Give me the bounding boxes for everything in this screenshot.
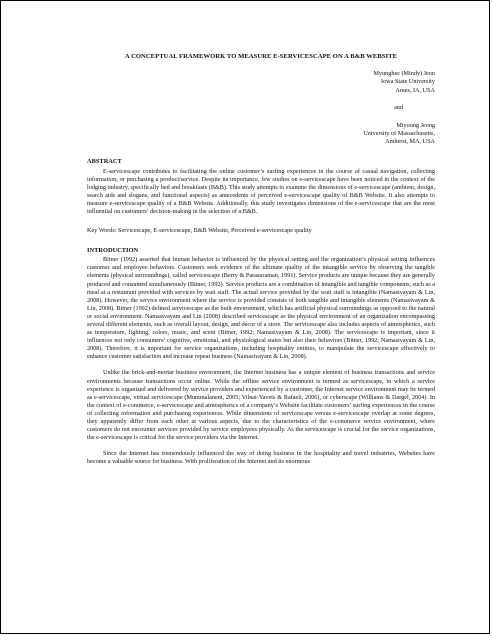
author-affiliation: Iowa State University [381, 78, 435, 86]
intro-paragraph: Bitner (1992) asserted that human behavior is influenced by the physical setting and the organization’s physical setting influences customer and employee behaviors. Customers seek evidence of the ultimate quality of the intangible service by observing the tangible elements (physical surroundings), called servicescape (Berry & Parasuraman, 1991). Service products are unique because they are generally produced and consumed simultaneously (Bitner, 1992). Service products are a combination of intangible and tangible components, such as a meal at a restaurant provided with services by wait staff. The actual service provided by the wait staff is intangible (Namasivayam & Lin, 2008). However, the service environment where the service is provided consists of both tangible and intangible elements (Namasivayam & Lin, 2008). Bitner (1992) defined servicescape as the built environment, which has artificial physical surroundings as opposed to the natural or social environment. Namasivayam and Lin (2008) described servicescape as the physical environment of an organization encompassing several different elements, such as overall layout, design, and décor of a store. The servicescape also includes aspects of atmospherics, such as temperature, lighting, colors, music, and scent (Bitner, 1992; Namasivayam & Lin, 2008). The servicescape is important, since it influences not only consumers’ cognitive, emotional, and physiological states but also their behaviors (Bitner, 1992; Namasivayam & Lin, 2008). Therefore, it is important for service organizations, including hospitality entities, to manipulate the servicescape effectively to enhance customer satisfaction and increase repeat business (Namasivayam & Lin, 2008). [87, 256, 435, 361]
author-location: Ames, IA, USA [395, 86, 435, 94]
author-conjunction: and [394, 103, 403, 111]
author-location: Amherst, MA, USA [385, 138, 435, 146]
author-affiliation: University of Massachusetts, [363, 130, 435, 137]
keywords-line: Key Words: Servicescape, E-servicescape, B&B Website, Perceived e-servicescape quality [87, 227, 312, 235]
author-name: Myunghee (Mindy) Jeon [373, 70, 435, 78]
intro-paragraph: Since the Internet has tremendously influenced the way of doing business in the hospitality and travel industries, Websites have become a valuable source for business. With proliferation of the Internet and its enormous [87, 450, 435, 466]
abstract-heading: ABSTRACT [87, 158, 122, 166]
introduction-heading: INTRODUCTION [87, 247, 139, 255]
author-block-2 [87, 122, 435, 147]
paragraph-gap [87, 442, 435, 450]
intro-paragraph: Unlike the brick-and-mortar business environment, the Internet business has a unique element of business transactions and service environments because transactions occur online. While the offline service environment is termed as servicescape, in which a service experience is organized and delivered by service providers and experienced by a customer, the Internet service environment may be termed as e-servicescape, virtual servicescape (Mummalaneni, 2005; Vilnai-Yavets & Rafaeli, 2006), or cyberscape (Williams & Dargel, 2004). In the context of e-commerce, e-servicescape and atmospherics of a company’s Website facilitate customers’ surfing experiences in the course of collecting information and purchasing experiences. While dimensions of servicescape versus e-servicescape overlap at some degrees, they apparently differ from each other at various aspects, due to the characteristics of the e-commerce service environment, where customers do not encounter services provided by service employees physically. As the servicescape is crucial for the service organizations, the e-servicescape is critical for the service providers via the Internet. [87, 369, 435, 442]
author-name: Miyoung Jeong [396, 121, 435, 129]
abstract-text: E-servicescape contributes to facilitating the online customer’s surfing experiences in the course of casual navigation, collecting information, or purchasing a product/service. Despite its importance, few studies on e-servicescape have been noticed in the context of the lodging industry, specifically bed and breakfasts (B&B). This study attempts to examine the dimensions of e-servicescape (ambient, design, search aids and slogans, and functional aspects) as antecedents of perceived e-servicescape quality of B&B Website. It also attempts to measure e-servicescape quality of a B&B Website. Additionally, this study investigates dimensions of the e-servicescape that are the most influential on customers’ decision-making in the selection of a B&B. [87, 167, 435, 215]
author-block-1 [87, 70, 435, 95]
paper-title: A CONCEPTUAL FRAMEWORK TO MEASURE E-SERVICESCAPE ON A B&B WEBSITE [124, 53, 398, 60]
paper-body [87, 53, 435, 467]
paragraph-gap [87, 361, 435, 369]
